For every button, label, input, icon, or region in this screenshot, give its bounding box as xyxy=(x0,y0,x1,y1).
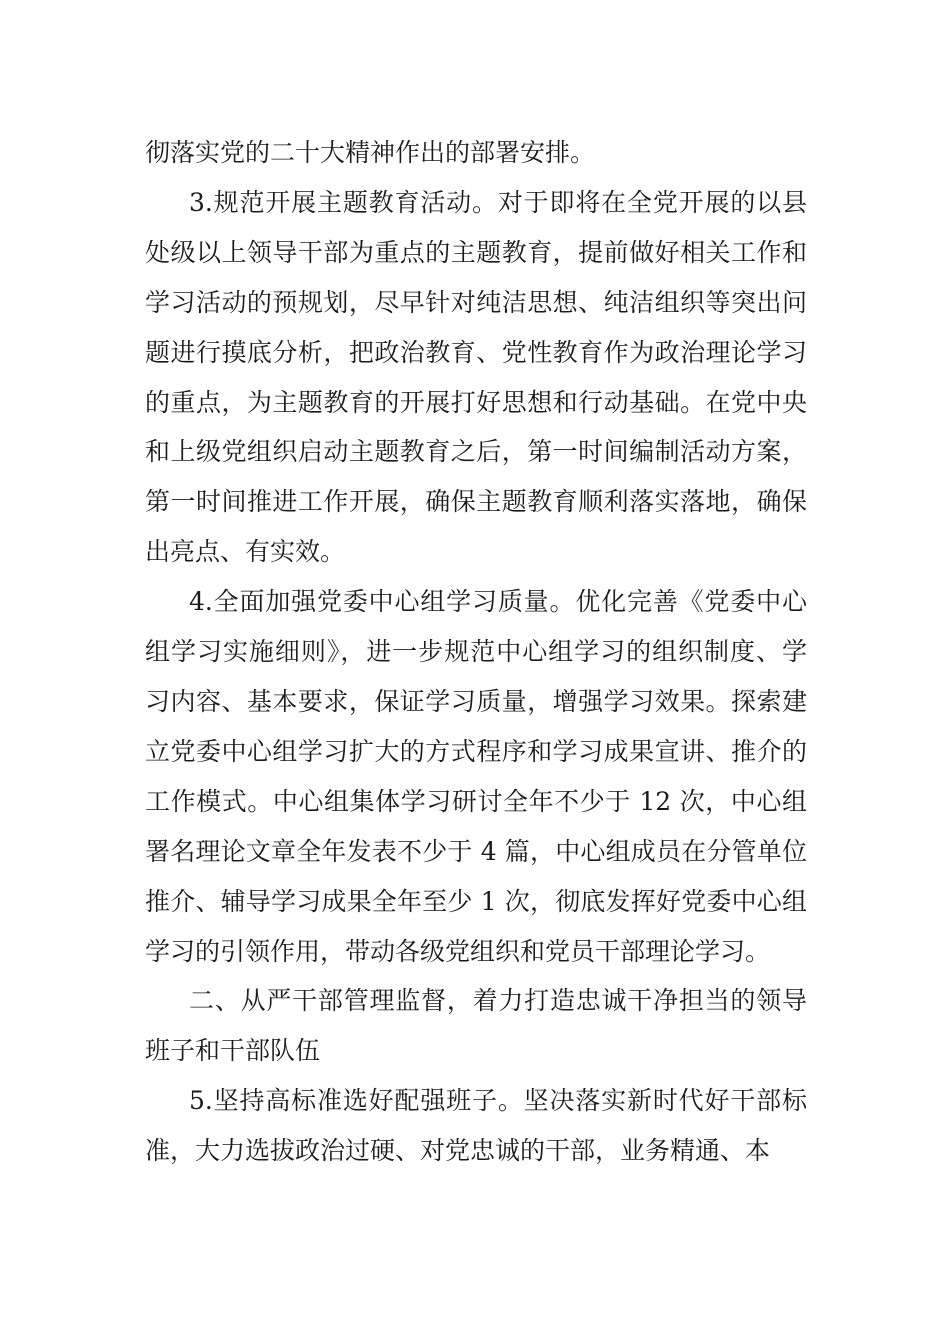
paragraph-item-5: 5.坚持高标准选好配强班子。坚决落实新时代好干部标准，大力选拔政治过硬、对党忠诚的干部，业务精通、本 xyxy=(145,1086,807,1166)
document-body xyxy=(145,128,807,1176)
paragraph-item-4: 4.全面加强党委中心组学习质量。优化完善《党委中心组学习实施细则》，进一步规范中心组学习的组织制度、学习内容、基本要求，保证学习质量，增强学习效果。探索建立党委中心组学习扩大的方式程序和学习成果宣讲、推介的工作模式。中心组集体学习研讨全年不少于 12 次，中心组署名理论文章全年发表不少于 4 篇，中心组成员在分管单位推介、辅导学习成果全年至少 1 次，彻底发挥好党委中心组学习的引领作用，带动各级党组织和党员干部理论学习。 xyxy=(145,587,807,966)
paragraph-continuation: 彻落实党的二十大精神作出的部署安排。 xyxy=(145,138,596,167)
section-heading-2: 二、从严干部管理监督，着力打造忠诚干净担当的领导班子和干部队伍 xyxy=(145,986,807,1066)
paragraph-item-3: 3.规范开展主题教育活动。对于即将在全党开展的以县处级以上领导干部为重点的主题教育，提前做好相关工作和学习活动的预规划，尽早针对纯洁思想、纯洁组织等突出问题进行摸底分析，把政治教育、党性教育作为政治理论学习的重点，为主题教育的开展打好思想和行动基础。在党中央和上级党组织启动主题教育之后，第一时间编制活动方案，第一时间推进工作开展，确保主题教育顺利落实落地，确保出亮点、有实效。 xyxy=(145,187,807,567)
